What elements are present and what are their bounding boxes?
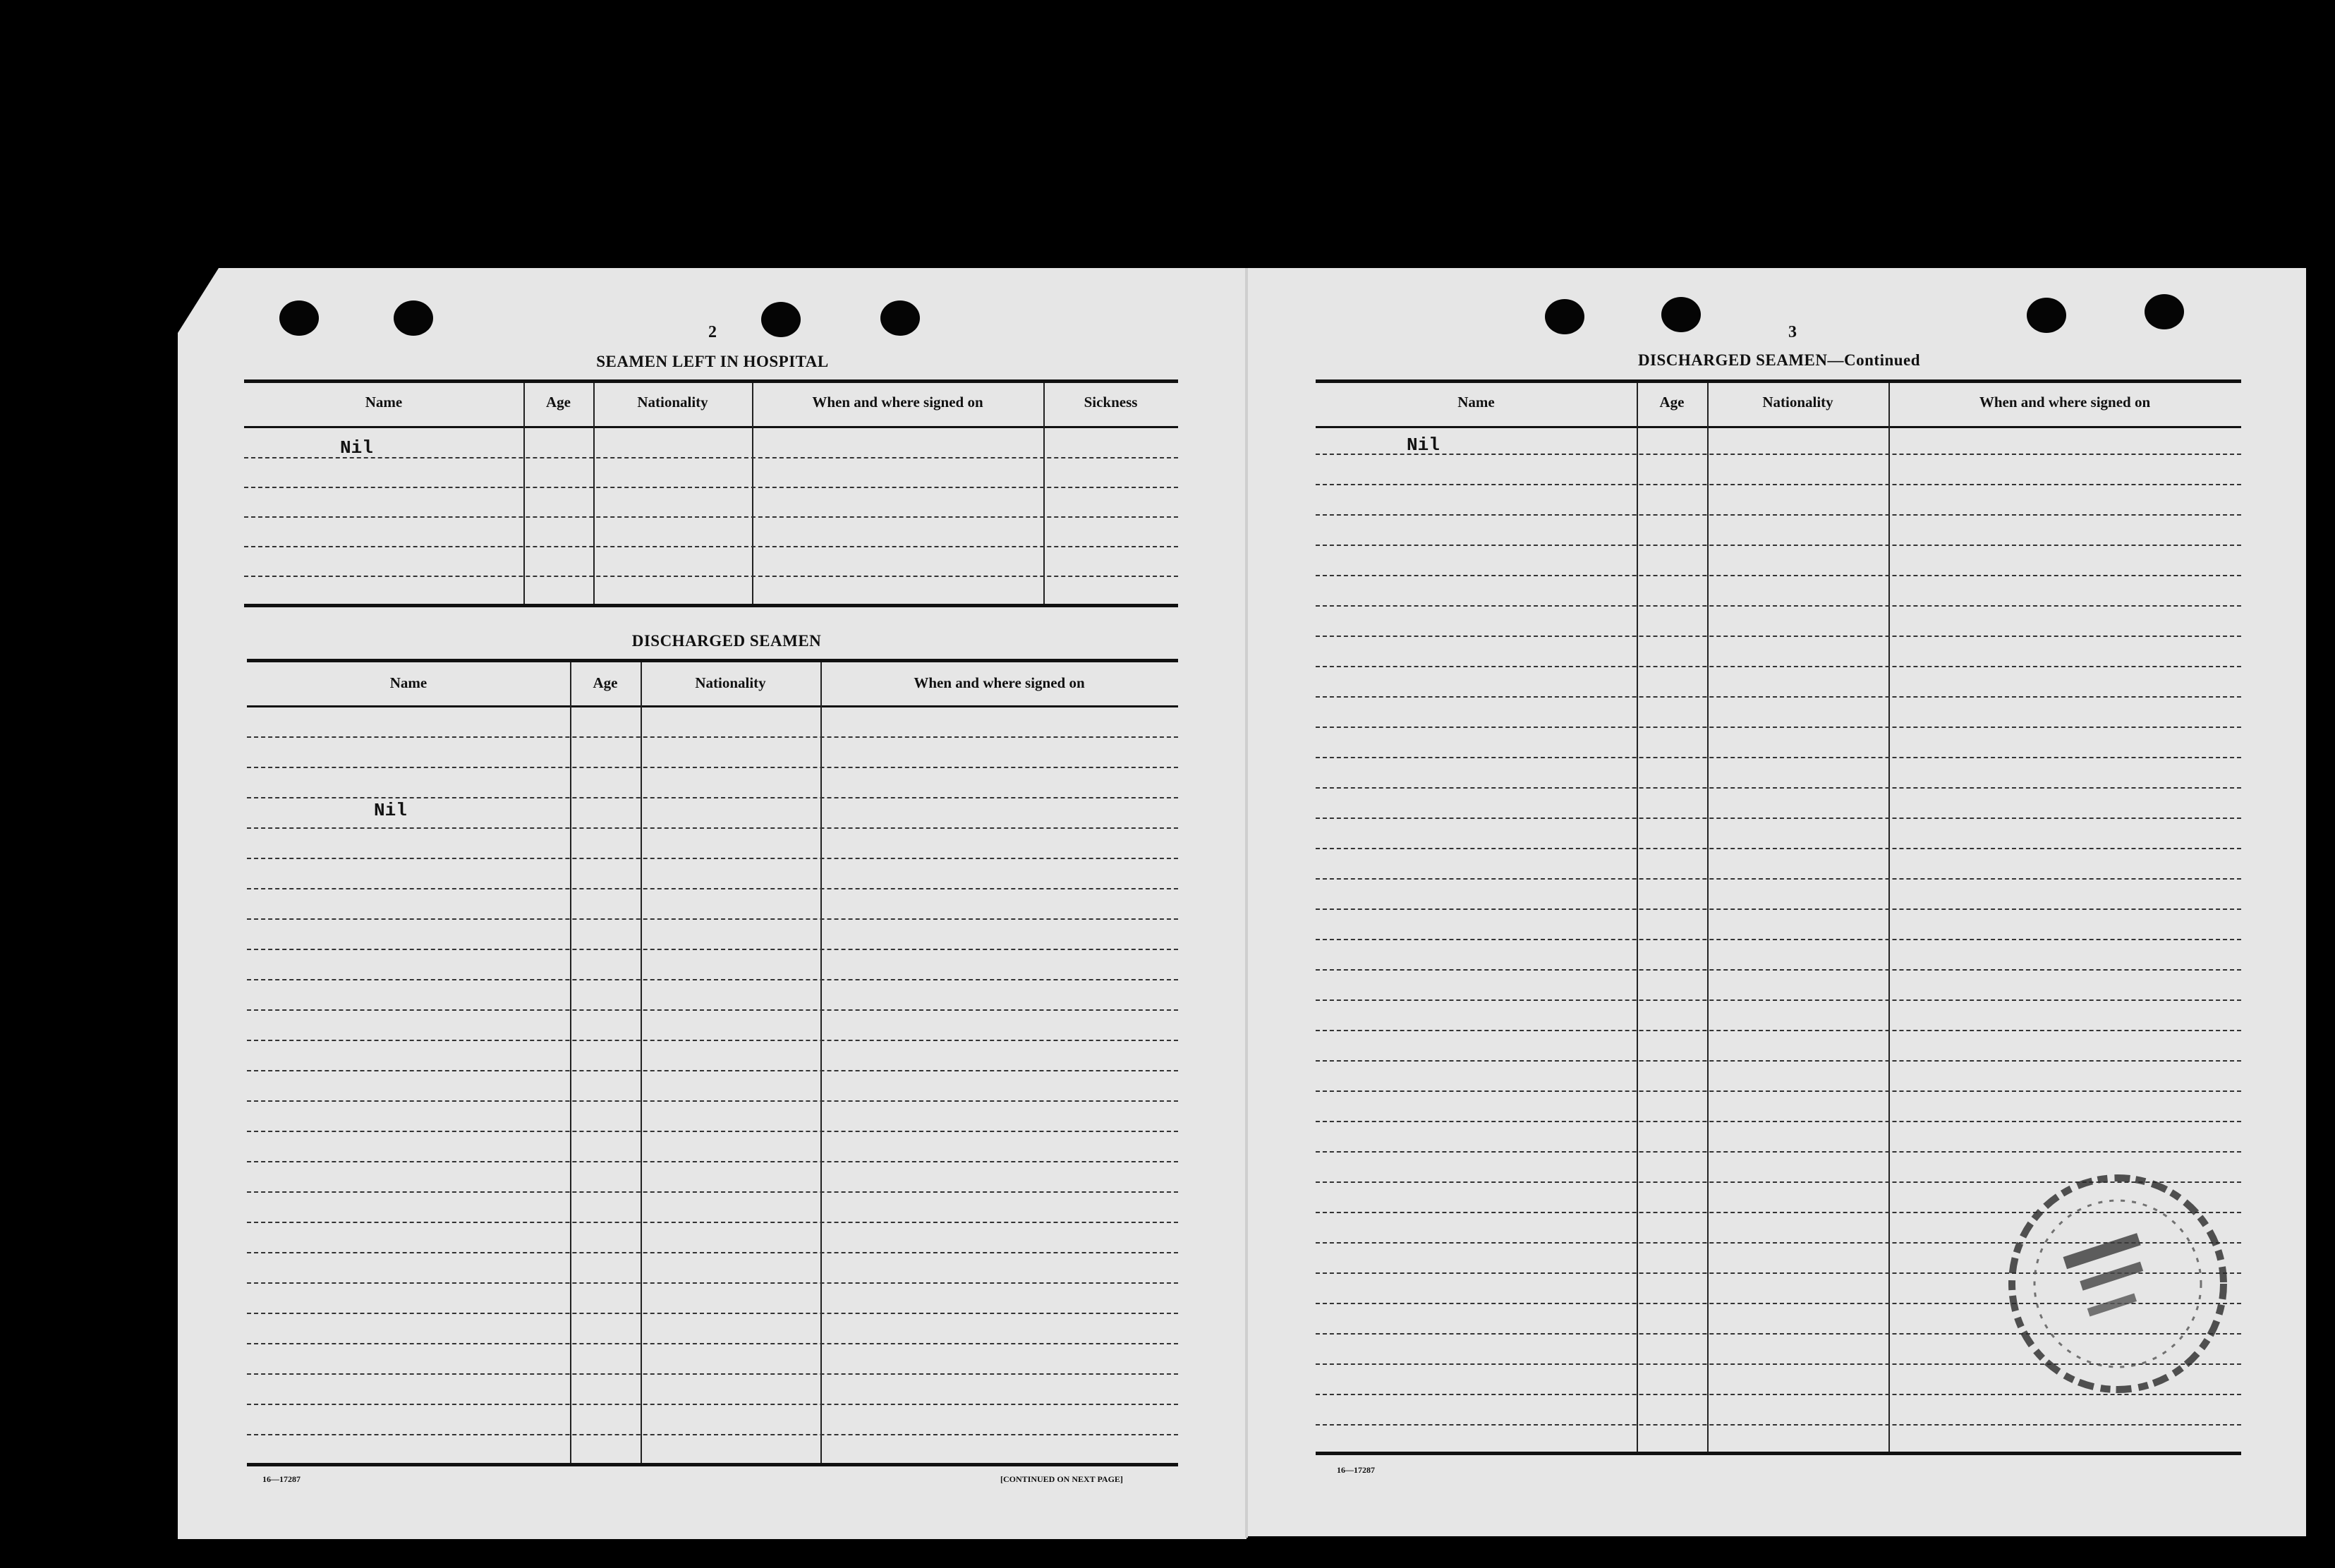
- punch-hole: [2027, 298, 2066, 333]
- punch-hole: [279, 300, 319, 336]
- discharged-section-title: DISCHARGED SEAMEN: [631, 632, 822, 650]
- table-row: [1316, 1424, 2241, 1426]
- table-row: [247, 1313, 1178, 1314]
- table-row: [244, 546, 1178, 547]
- table-row: [1316, 514, 2241, 516]
- table-row: [247, 1100, 1178, 1102]
- table-row: [1316, 908, 2241, 910]
- continued-col-name: Name: [1457, 394, 1495, 411]
- table-row: [247, 1070, 1178, 1071]
- punch-hole: [880, 300, 920, 336]
- table-row: [1316, 605, 2241, 607]
- discharged-table: [247, 659, 1178, 1470]
- discharged-col-name: Name: [389, 674, 427, 691]
- discharged-col-signed-on: When and where signed on: [914, 674, 1085, 691]
- table-row: [1316, 848, 2241, 849]
- table-row: [1316, 545, 2241, 546]
- hospital-col-age: Age: [546, 394, 571, 411]
- table-row: [247, 1404, 1178, 1405]
- table-row: [1316, 787, 2241, 789]
- table-row: [1316, 575, 2241, 576]
- table-row: [1316, 666, 2241, 667]
- continued-col-nationality: Nationality: [1762, 394, 1833, 411]
- circular-stamp: [1998, 1164, 2238, 1404]
- form-number-left: 16—17287: [262, 1474, 301, 1484]
- punch-hole: [2145, 294, 2184, 329]
- punch-hole: [394, 300, 433, 336]
- table-row: [1316, 696, 2241, 698]
- table-row: [247, 949, 1178, 950]
- page-fold-divider: [1245, 268, 1248, 1538]
- discharged-col-age: Age: [593, 674, 618, 691]
- hospital-col-nationality: Nationality: [637, 394, 708, 411]
- table-row: [1316, 939, 2241, 940]
- hospital-table: [244, 379, 1178, 612]
- table-row: [247, 1131, 1178, 1132]
- table-row: [247, 736, 1178, 738]
- table-row: [247, 1282, 1178, 1284]
- punch-hole: [1661, 297, 1701, 332]
- continued-col-signed-on: When and where signed on: [1979, 394, 2151, 411]
- hospital-section-title: SEAMEN LEFT IN HOSPITAL: [596, 353, 829, 370]
- punch-hole: [761, 302, 801, 337]
- table-row: [1316, 1060, 2241, 1062]
- table-row: [247, 1161, 1178, 1162]
- table-row: [1316, 1151, 2241, 1153]
- continued-col-age: Age: [1659, 394, 1685, 411]
- hospital-entry-name: Nil: [340, 437, 373, 458]
- table-row: [247, 979, 1178, 980]
- table-row: [1316, 727, 2241, 728]
- table-row: [1316, 999, 2241, 1001]
- hospital-col-sickness: Sickness: [1084, 394, 1138, 411]
- table-row: [1316, 1030, 2241, 1031]
- punch-hole: [1545, 299, 1584, 334]
- table-row: [244, 487, 1178, 488]
- table-row: [247, 1222, 1178, 1223]
- table-row: [247, 858, 1178, 859]
- page-number-right: 3: [1788, 323, 1797, 341]
- continued-entry-name: Nil: [1407, 434, 1440, 456]
- discharged-continued-title: DISCHARGED SEAMEN—Continued: [1637, 351, 1921, 369]
- table-row: [247, 797, 1178, 798]
- continued-note: [CONTINUED ON NEXT PAGE]: [1000, 1474, 1123, 1484]
- table-row: [1316, 636, 2241, 637]
- table-row: [1316, 818, 2241, 819]
- table-row: [247, 888, 1178, 889]
- table-row: [247, 1009, 1178, 1011]
- discharged-col-nationality: Nationality: [695, 674, 766, 691]
- table-row: [1316, 878, 2241, 880]
- discharged-entry-name: Nil: [374, 800, 407, 821]
- hospital-col-name: Name: [365, 394, 403, 411]
- table-row: [247, 1252, 1178, 1253]
- table-row: [1316, 757, 2241, 758]
- table-row: [247, 1434, 1178, 1435]
- table-row: [247, 1040, 1178, 1041]
- table-row: [1316, 484, 2241, 485]
- table-row: [1316, 1090, 2241, 1092]
- table-row: [244, 516, 1178, 518]
- table-row: [247, 767, 1178, 768]
- table-row: [1316, 969, 2241, 971]
- table-row: [247, 1343, 1178, 1344]
- table-row: [247, 918, 1178, 920]
- table-row: [1316, 1121, 2241, 1122]
- table-row: [247, 1191, 1178, 1193]
- table-row: [247, 827, 1178, 829]
- table-row: [1316, 454, 2241, 455]
- form-number-right: 16—17287: [1337, 1465, 1375, 1475]
- table-row: [247, 1373, 1178, 1375]
- hospital-col-signed-on: When and where signed on: [812, 394, 983, 411]
- table-row: [244, 457, 1178, 458]
- page-number-left: 2: [708, 323, 717, 341]
- table-row: [244, 576, 1178, 577]
